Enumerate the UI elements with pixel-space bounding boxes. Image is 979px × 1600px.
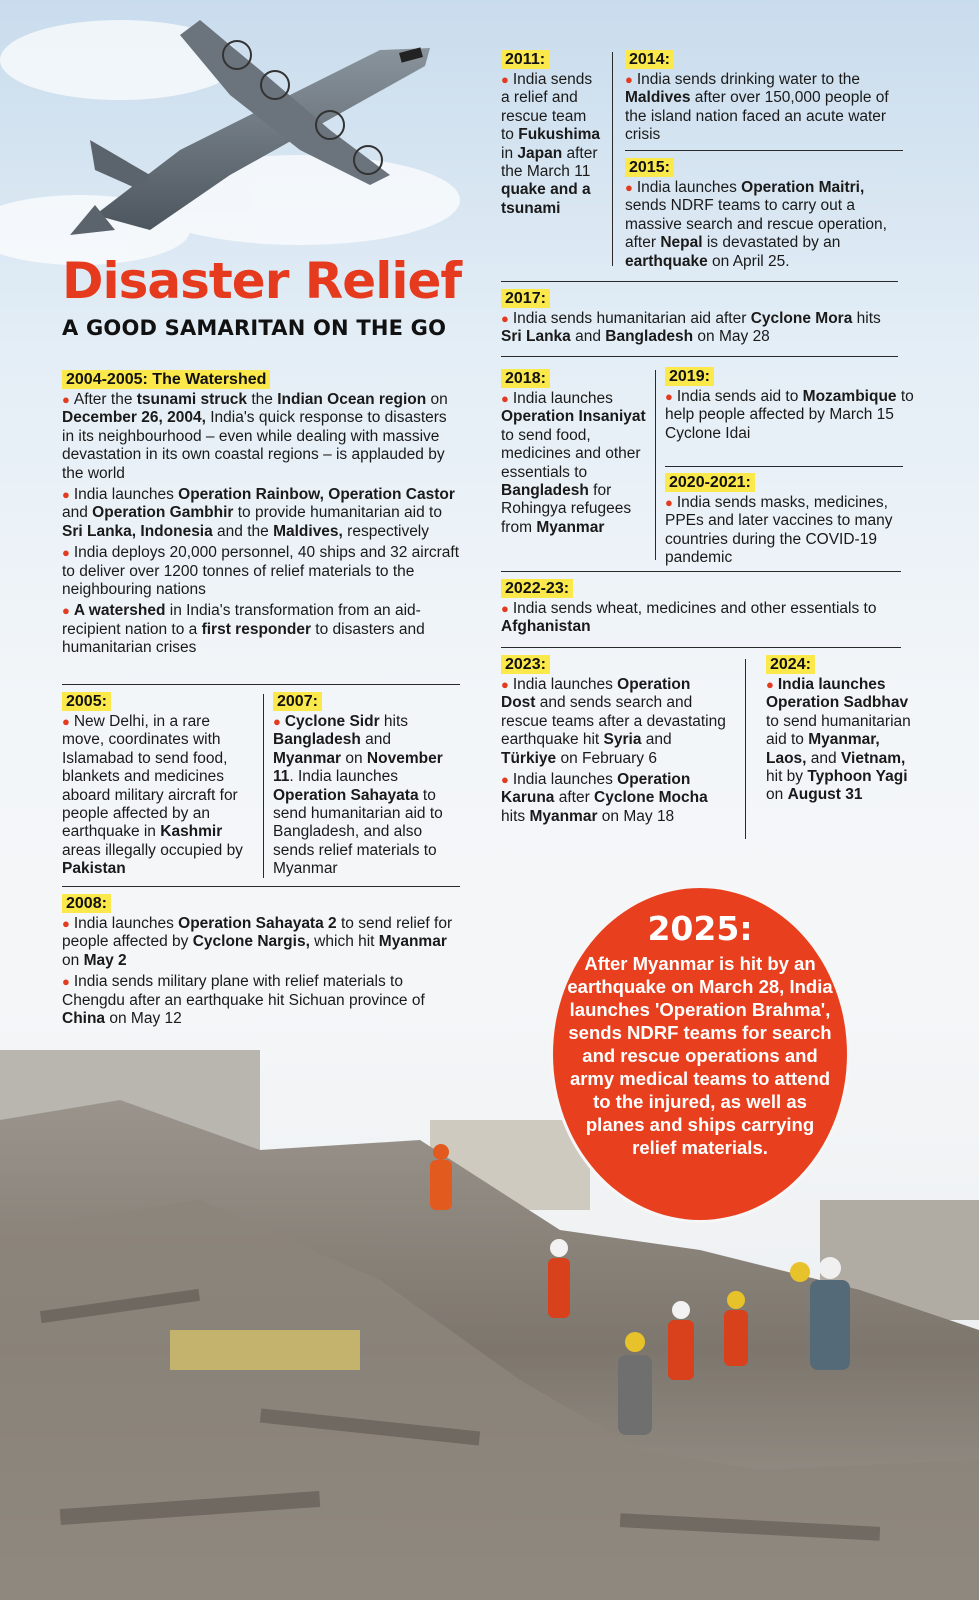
text-run: India sends humanitarian aid after bbox=[512, 310, 751, 327]
text-run: and bbox=[62, 504, 93, 522]
bullet-dot-icon: ● bbox=[665, 389, 673, 404]
year-heading: 2011: bbox=[501, 50, 549, 69]
bullet-dot-icon: ● bbox=[62, 487, 70, 503]
text-run: India launches bbox=[512, 390, 613, 407]
text-run: India sends aid to bbox=[676, 388, 803, 405]
section-2008 bbox=[62, 894, 462, 1028]
divider bbox=[501, 356, 898, 357]
text-run: on bbox=[62, 951, 84, 969]
text-run: on bbox=[341, 749, 367, 767]
bold-text: Operation Karuna bbox=[501, 771, 691, 807]
bold-text: Myanmar bbox=[529, 807, 598, 825]
bullet-dot-icon: ● bbox=[665, 495, 673, 510]
bold-text: Cyclone Mora bbox=[750, 310, 853, 327]
bold-text: Myanmar bbox=[273, 749, 342, 767]
text-run: India sends military plane with relief materials to Chengdu after an earthquake hit Sichuan province of bbox=[62, 973, 425, 1009]
text-run: on bbox=[766, 786, 788, 804]
text-run: to provide humanitarian aid to bbox=[233, 504, 442, 522]
bold-text: 'Operation Brahma' bbox=[655, 999, 826, 1020]
text-run: to send humanitarian aid to bbox=[766, 712, 911, 749]
year-heading: 2022-23: bbox=[501, 579, 573, 598]
text-run: after bbox=[554, 789, 595, 807]
highlight-2025-circle bbox=[550, 885, 850, 1223]
section-2017 bbox=[501, 289, 901, 347]
bullet-dot-icon: ● bbox=[62, 545, 70, 561]
text-run: sends NDRF teams to carry out a massive search and rescue operation, after bbox=[625, 197, 887, 252]
bullet-dot-icon: ● bbox=[62, 916, 70, 931]
divider bbox=[501, 647, 901, 648]
divider bbox=[655, 370, 656, 560]
bullet-item bbox=[62, 713, 250, 879]
bold-text: Türkiye bbox=[501, 749, 557, 767]
section-2015 bbox=[625, 158, 905, 271]
bold-text: May 2 bbox=[83, 951, 127, 969]
bullet-item bbox=[625, 179, 905, 271]
year-heading: 2019: bbox=[665, 367, 714, 386]
bold-text: Operation Maitri, bbox=[741, 179, 865, 196]
bold-text: Vietnam, bbox=[840, 749, 906, 767]
divider bbox=[745, 659, 746, 839]
text-run: and sends search and rescue teams after a devastating earthquake hit bbox=[501, 694, 726, 749]
text-run: on May 18 bbox=[597, 807, 675, 825]
text-run: and the bbox=[212, 522, 274, 540]
section-2018 bbox=[501, 369, 649, 537]
bold-text: Bangladesh bbox=[273, 731, 361, 749]
bold-text: Cyclone Mocha bbox=[594, 789, 708, 807]
bold-text: Mozambique bbox=[802, 388, 897, 405]
bold-text: Kashmir bbox=[160, 823, 223, 841]
text-run: , sends NDRF teams for search and rescue operations and army medical teams to attend to the injured, as well as planes and ships carrying relief materials. bbox=[568, 999, 832, 1158]
year-heading: 2017: bbox=[501, 289, 550, 308]
bullet-item bbox=[766, 676, 916, 805]
text-run: to send food, medicines and other essentials to bbox=[501, 426, 641, 481]
bold-text: A watershed bbox=[73, 602, 166, 620]
section-2004-2005 bbox=[62, 370, 462, 658]
bold-text: Myanmar bbox=[632, 953, 714, 974]
text-run: India sends a relief and rescue team to bbox=[501, 71, 593, 144]
text-run: for Rohingya refugees from bbox=[501, 482, 632, 536]
bold-text: Maldives bbox=[625, 89, 691, 107]
bullet-dot-icon: ● bbox=[501, 772, 509, 788]
bullet-dot-icon: ● bbox=[501, 311, 509, 326]
bold-text: Typhoon Yagi bbox=[807, 768, 908, 786]
text-run: New Delhi, in a rare move, coordinates with Islamabad to send food, blankets and medicines aboard military aircraft for people affected by an earthquake in bbox=[62, 713, 238, 841]
bold-text: Myanmar bbox=[536, 518, 605, 536]
bullet-item bbox=[501, 771, 729, 826]
text-run: in India's transformation from an aid-recipient nation to a bbox=[62, 602, 421, 638]
bold-text: Cyclone Sidr bbox=[284, 713, 380, 730]
text-run: on May 12 bbox=[105, 1010, 182, 1028]
text-run: After the bbox=[73, 391, 137, 408]
bullet-item bbox=[501, 676, 729, 768]
text-run: India sends drinking water to the bbox=[636, 71, 861, 88]
bullet-dot-icon: ● bbox=[501, 72, 509, 87]
bold-text: Operation Insaniyat bbox=[501, 408, 646, 426]
bold-text: quake and a tsunami bbox=[501, 181, 591, 217]
divider bbox=[612, 52, 613, 266]
section-2020-2021 bbox=[665, 473, 920, 568]
section-2023 bbox=[501, 655, 729, 826]
year-heading: 2020-2021: bbox=[665, 473, 755, 492]
bold-text: Myanmar bbox=[378, 933, 447, 951]
text-run: and bbox=[360, 731, 392, 749]
section-2022-23 bbox=[501, 579, 911, 637]
bullet-dot-icon: ● bbox=[501, 677, 509, 692]
bullet-item bbox=[62, 602, 462, 657]
bullet-dot-icon: ● bbox=[625, 180, 633, 195]
bullet-item bbox=[501, 71, 601, 218]
text-run: areas illegally occupied by bbox=[62, 841, 243, 859]
bullet-item bbox=[62, 973, 462, 1028]
bullet-item bbox=[273, 713, 463, 879]
text-run: on bbox=[426, 391, 448, 408]
bold-text: Operation Dost bbox=[501, 676, 691, 712]
year-heading: 2024: bbox=[766, 655, 815, 674]
divider bbox=[501, 281, 898, 282]
bullet-item bbox=[62, 486, 462, 541]
bold-text: Cyclone Nargis, bbox=[192, 933, 310, 951]
bold-text: August 31 bbox=[787, 786, 863, 804]
page-title: Disaster Relief bbox=[62, 252, 462, 310]
bullet-dot-icon: ● bbox=[501, 601, 509, 616]
section-2005 bbox=[62, 692, 250, 879]
bold-text: Sri Lanka bbox=[501, 328, 571, 346]
bold-text: Afghanistan bbox=[501, 618, 591, 636]
divider bbox=[263, 694, 264, 878]
text-run: hits bbox=[501, 807, 530, 825]
bullet-item bbox=[501, 600, 911, 637]
text-run: hits bbox=[379, 713, 409, 730]
bold-text: Bangladesh bbox=[605, 328, 694, 346]
text-run: hit by bbox=[766, 768, 808, 786]
text-run: after the March 11 bbox=[501, 144, 598, 181]
section-2024 bbox=[766, 655, 916, 805]
section-2019 bbox=[665, 367, 915, 443]
divider bbox=[625, 150, 903, 151]
text-run: and bbox=[806, 749, 841, 767]
bold-text: Pakistan bbox=[62, 860, 126, 878]
text-run: India launches bbox=[73, 915, 179, 932]
text-run: India sends masks, medicines, PPEs and later vaccines to many countries during the COVID-19 pandemic bbox=[665, 494, 893, 567]
year-heading: 2004-2005: The Watershed bbox=[62, 370, 270, 389]
bold-text: Bangladesh bbox=[501, 482, 589, 500]
year-heading: 2005: bbox=[62, 692, 111, 711]
bullet-item bbox=[501, 310, 901, 347]
bullet-dot-icon: ● bbox=[501, 391, 509, 406]
text-run: in bbox=[501, 144, 518, 162]
bold-text: Sri Lanka, Indonesia bbox=[62, 522, 213, 540]
bullet-dot-icon: ● bbox=[62, 714, 70, 729]
text-run: after over 150,000 people of the island nation faced an acute water crisis bbox=[625, 89, 889, 144]
highlight-2025-text bbox=[553, 948, 847, 1159]
bold-text: Nepal bbox=[660, 234, 703, 252]
text-run: which hit bbox=[309, 933, 379, 951]
bold-text: November 11 bbox=[273, 749, 443, 786]
text-run: on February 6 bbox=[556, 749, 657, 767]
highlight-2025-year: 2025: bbox=[647, 909, 753, 948]
divider bbox=[665, 466, 903, 467]
divider bbox=[62, 886, 460, 887]
text-run: and bbox=[641, 731, 672, 749]
text-run: is devastated by an bbox=[702, 234, 841, 252]
bold-text: earthquake bbox=[625, 252, 708, 270]
year-heading: 2015: bbox=[625, 158, 674, 177]
text-run: to help people affected by March 15 Cyclone Idai bbox=[665, 388, 914, 442]
bullet-dot-icon: ● bbox=[625, 72, 633, 87]
bullet-dot-icon: ● bbox=[273, 714, 281, 729]
text-run: to send humanitarian aid to Bangladesh, and also sends relief materials to Myanmar bbox=[273, 786, 443, 878]
bullet-dot-icon: ● bbox=[62, 392, 70, 407]
bullet-dot-icon: ● bbox=[62, 603, 70, 619]
bold-text: first responder bbox=[201, 620, 311, 638]
text-run: India sends wheat, medicines and other essentials to bbox=[512, 600, 877, 617]
text-run: the bbox=[247, 391, 278, 408]
text-run: on April 25. bbox=[707, 252, 790, 270]
bullet-item bbox=[62, 544, 462, 599]
bullet-item bbox=[665, 388, 915, 443]
year-heading: 2008: bbox=[62, 894, 111, 913]
year-heading: 2023: bbox=[501, 655, 550, 674]
bullet-item bbox=[665, 494, 920, 568]
text-run: and bbox=[570, 328, 606, 346]
bullet-item bbox=[625, 71, 905, 145]
bold-text: Operation Gambhir bbox=[92, 504, 234, 522]
text-run: India launches bbox=[512, 676, 618, 693]
bold-text: Fukushima bbox=[518, 126, 601, 144]
text-run: India launches bbox=[636, 179, 742, 196]
text-run: is hit by an earthquake on March 28, India launches bbox=[567, 953, 833, 1020]
text-run: on May 28 bbox=[693, 328, 770, 346]
bullet-item bbox=[62, 915, 462, 970]
text-run: India launches bbox=[73, 486, 179, 504]
year-heading: 2007: bbox=[273, 692, 322, 711]
bold-text: Myanmar, Laos, bbox=[766, 731, 880, 767]
year-heading: 2018: bbox=[501, 369, 550, 388]
text-run: to send relief for people affected by bbox=[62, 915, 453, 951]
bold-text: Operation Sahayata 2 bbox=[178, 915, 337, 932]
bold-text: Syria bbox=[603, 731, 642, 749]
year-heading: 2014: bbox=[625, 50, 674, 69]
divider bbox=[501, 571, 901, 572]
text-run: India's quick response to disasters in its neighbourhood – even while dealing with massive devastation in its own coastal regions – is applauded by the world bbox=[62, 409, 447, 482]
bold-text: tsunami struck bbox=[136, 391, 248, 408]
bold-text: December 26, 2004, bbox=[62, 409, 206, 427]
bullet-item bbox=[62, 391, 462, 483]
text-run: hits bbox=[852, 310, 881, 327]
text-run: India deploys 20,000 personnel, 40 ships and 32 aircraft to deliver over 1200 tonnes of relief materials to the neighbouring nations bbox=[62, 544, 460, 599]
section-2011 bbox=[501, 50, 601, 218]
page-subtitle: A GOOD SAMARITAN ON THE GO bbox=[62, 316, 447, 340]
bold-text: Indian Ocean region bbox=[277, 391, 427, 408]
divider bbox=[62, 684, 460, 685]
bold-text: Japan bbox=[517, 144, 563, 162]
bullet-dot-icon: ● bbox=[62, 974, 70, 990]
text-run: India launches bbox=[512, 771, 618, 789]
bullet-item bbox=[501, 390, 649, 537]
section-2007 bbox=[273, 692, 463, 879]
text-run: to disasters and humanitarian crises bbox=[62, 620, 425, 657]
bold-text: Operation Rainbow, Operation Castor bbox=[178, 486, 455, 504]
bullet-dot-icon: ● bbox=[766, 677, 774, 692]
bold-text: India launches Operation Sadbhav bbox=[766, 676, 909, 712]
bold-text: Maldives, bbox=[273, 522, 343, 540]
bold-text: Operation Sahayata bbox=[273, 786, 419, 804]
text-run: . India launches bbox=[289, 768, 398, 786]
bold-text: China bbox=[62, 1010, 106, 1028]
text-run: After bbox=[584, 953, 633, 974]
text-run: respectively bbox=[342, 522, 430, 540]
section-2014 bbox=[625, 50, 905, 145]
